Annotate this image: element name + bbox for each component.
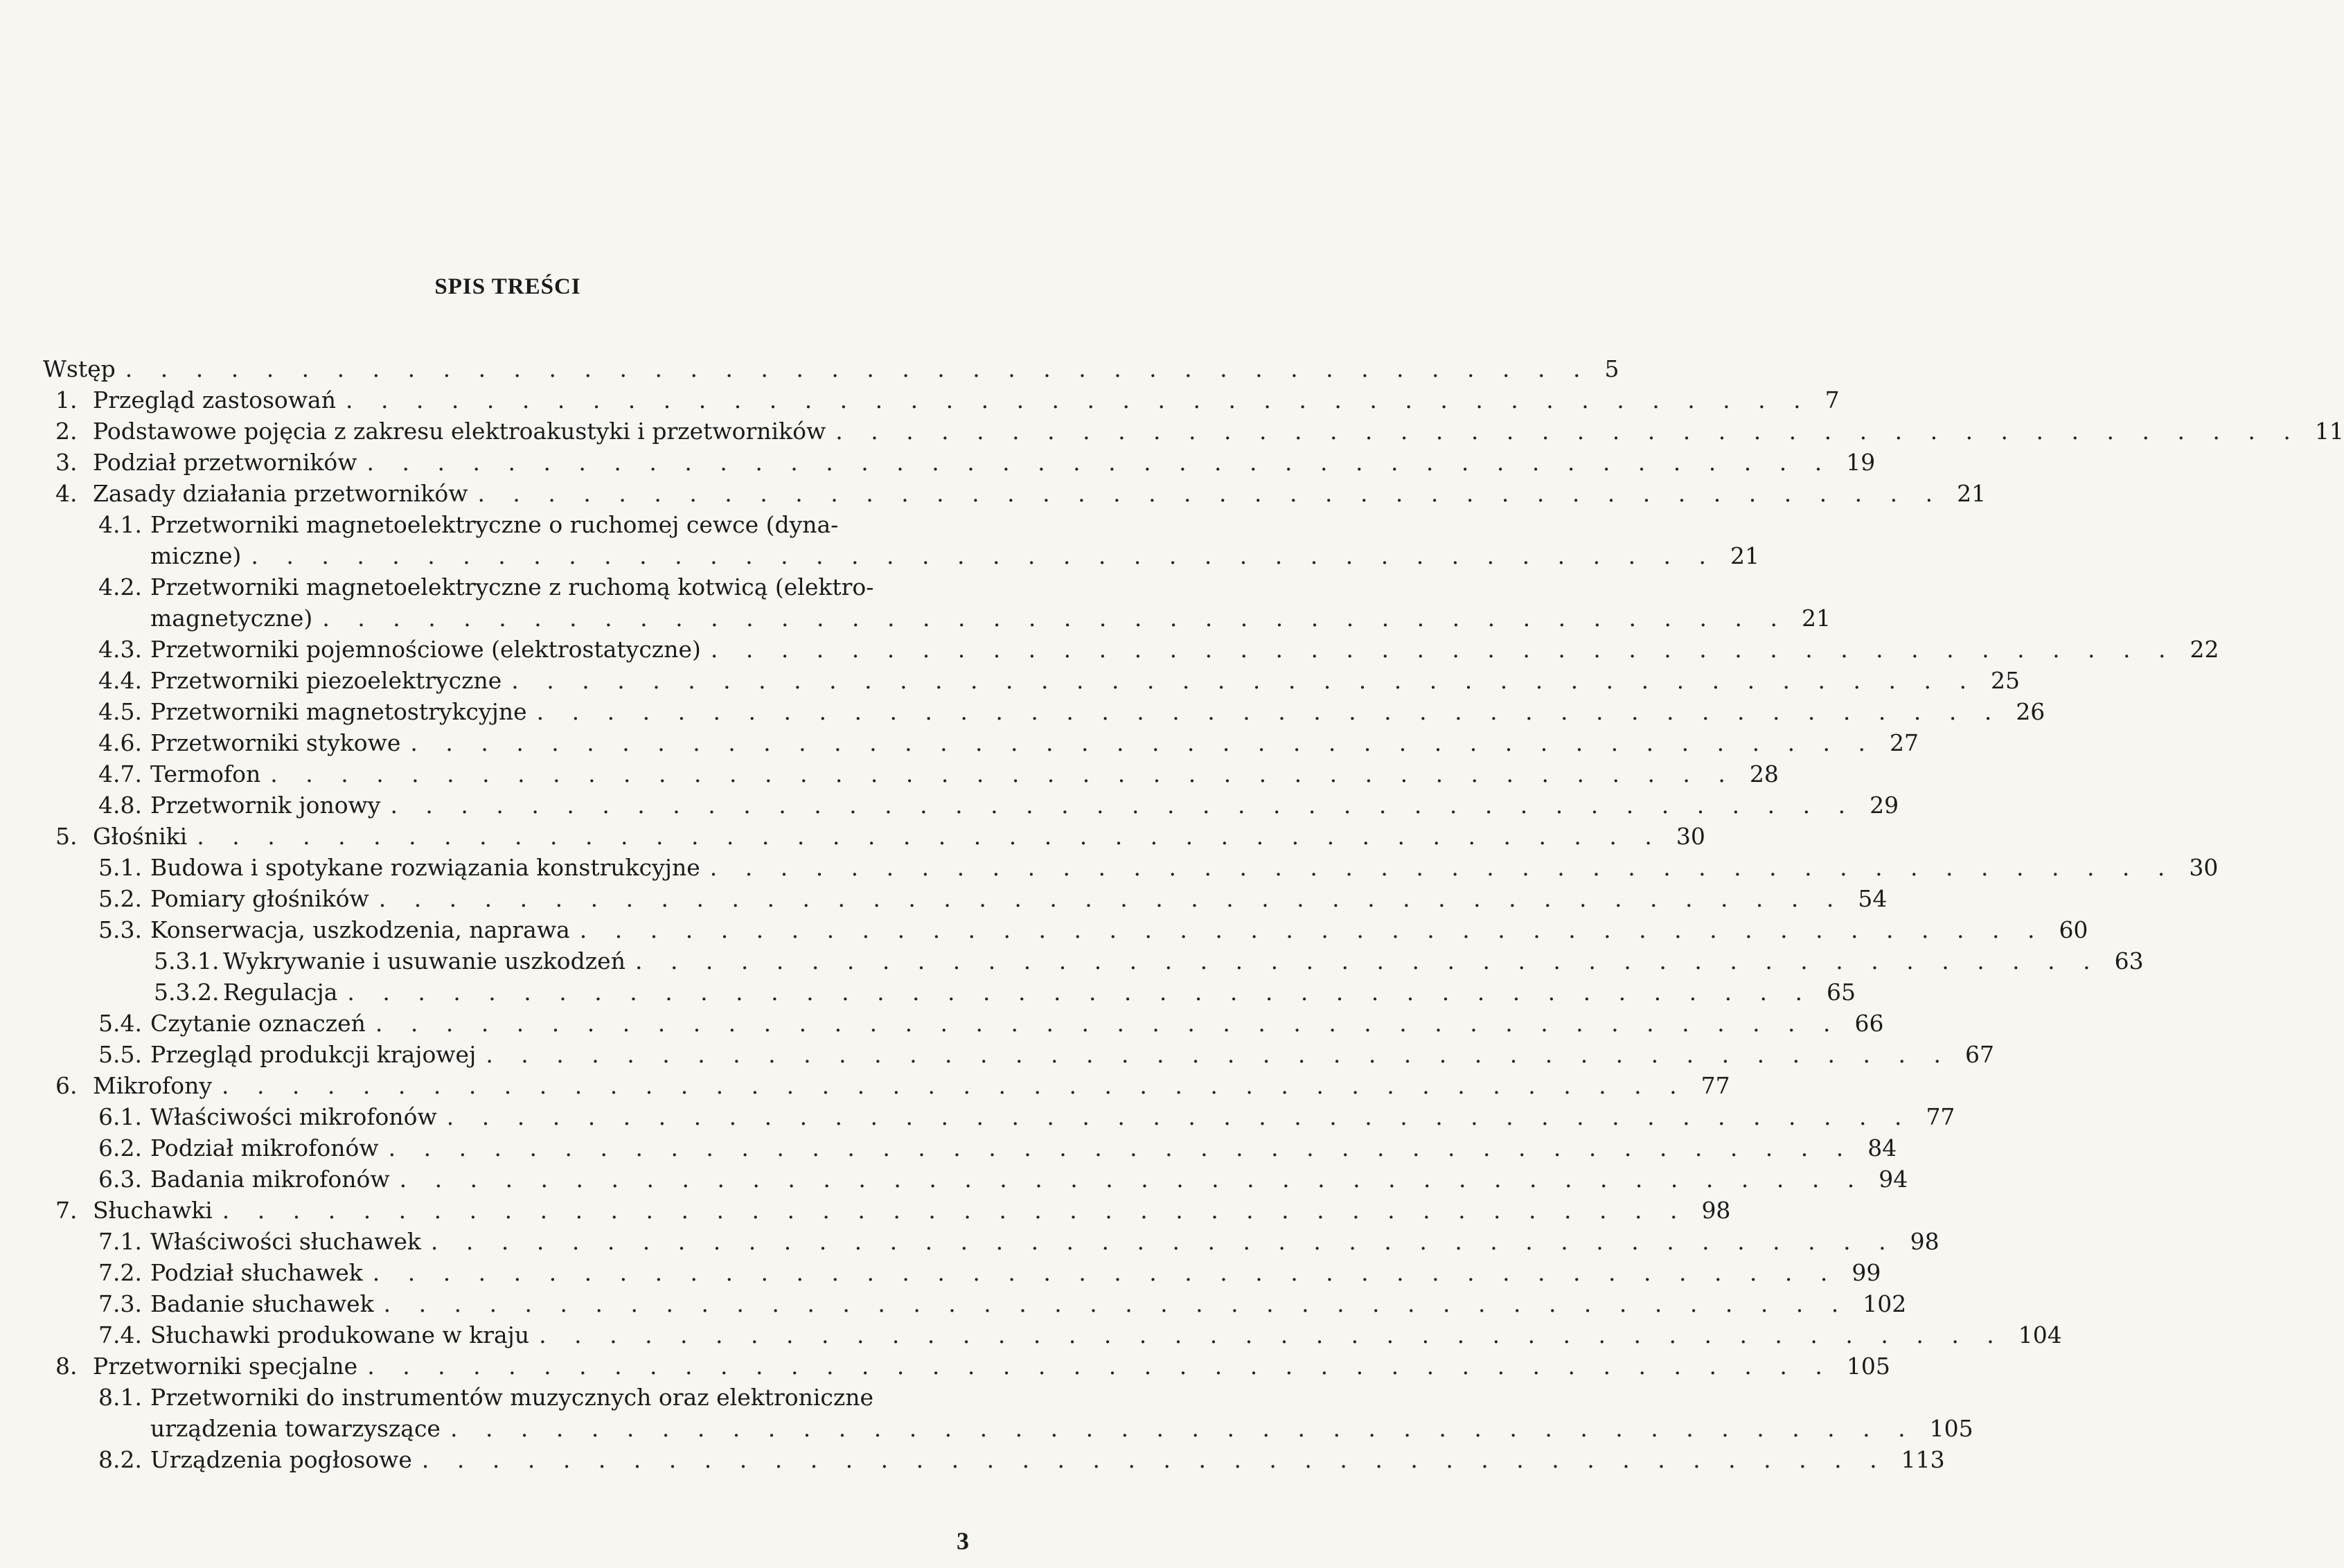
toc-entry-number: 7.3. [98, 1290, 142, 1317]
toc-entry [43, 914, 2088, 945]
toc-entry-number: 5.3.1. [154, 947, 220, 974]
dot-leader: . . . . . . . . . . . . . . . . . . . . . . . . . . . . . . . . . . . . . . . . . . [710, 636, 2176, 663]
toc-entry-page: 7 [1824, 386, 1840, 413]
toc-entry-title: Przetworniki specjalne [93, 1353, 358, 1380]
toc-entry-page: 22 [2190, 636, 2219, 663]
toc-entry-title: Przetworniki do instrumentów muzycznych oraz elektroniczne [150, 1384, 874, 1411]
toc-entry-page: 113 [1901, 1446, 1945, 1473]
toc-entry [43, 1444, 1945, 1475]
dot-leader: . . . . . . . . . . . . . . . . . . . . . . . . . . . . . . . . . . . . . . . . . . [450, 1415, 1916, 1442]
toc-entry-number: 6. [55, 1072, 78, 1099]
toc-entry [43, 478, 1987, 509]
dot-leader: . . . . . . . . . . . . . . . . . . . . . . . . . . . . . . . . . . . . . . . . . . [322, 605, 1788, 632]
dot-leader: . . . . . . . . . . . . . . . . . . . . . . . . . . . . . . . . . . . . . . . . . . [579, 916, 2045, 943]
toc-entry-title: Regulacja [223, 979, 338, 1006]
toc-entry-number: 8. [55, 1353, 78, 1380]
toc-entry-title: Podstawowe pojęcia z zakresu elektroakustyki i przetworników [93, 418, 826, 445]
toc-entry-number: 6.1. [98, 1103, 142, 1130]
toc-entry-page: 54 [1858, 885, 1888, 912]
toc-entry-page: 21 [1730, 542, 1760, 569]
dot-leader: . . . . . . . . . . . . . . . . . . . . . . . . . . . . . . . . . . . . . . . . . . [251, 542, 1717, 569]
toc-entry-number: 5.3. [98, 916, 142, 943]
toc-entry-title: Termofon [150, 760, 261, 787]
toc-entry-page: 60 [2059, 916, 2088, 943]
toc-entry-page: 104 [2018, 1321, 2062, 1348]
toc-entry-page: 27 [1890, 729, 1919, 756]
toc-entry-title: Podział słuchawek [150, 1259, 363, 1286]
dot-leader: . . . . . . . . . . . . . . . . . . . . . . . . . . . . . . . . . . . . . . . . . . [430, 1228, 1897, 1255]
toc-entry-number: 4.2. [98, 573, 142, 600]
toc-entry [43, 1008, 1884, 1039]
toc-entry-number: 8.2. [98, 1446, 142, 1473]
toc-entry-title: Właściwości słuchawek [150, 1228, 421, 1255]
toc-entry-title: Przegląd zastosowań [93, 386, 336, 413]
toc-entry-page: 65 [1827, 979, 1856, 1006]
toc-entry-title: Przetworniki magnetoelektryczne z ruchomą kotwicą (elektro- [150, 573, 874, 600]
toc-entry [43, 353, 1619, 384]
dot-leader: . . . . . . . . . . . . . . . . . . . . . . . . . . . . . . . . . . . . . . . . . . [383, 1290, 1849, 1317]
dot-leader: . . . . . . . . . . . . . . . . . . . . . . . . . . . . . . . . . . . . . . . . . . [539, 1321, 2005, 1348]
toc-entry [43, 1039, 1994, 1070]
toc-entry-title: Badania mikrofonów [150, 1166, 390, 1193]
toc-entry-title: Głośniki [93, 823, 188, 850]
toc-entry [43, 416, 2344, 447]
toc-entry-page: 77 [1701, 1072, 1730, 1099]
dot-leader: . . . . . . . . . . . . . . . . . . . . . . . . . . . . . . . . . . . . . . . . . . [709, 854, 2176, 881]
toc-entry-number: 5.4. [98, 1010, 142, 1037]
dot-leader: . . . . . . . . . . . . . . . . . . . . . . . . . . . . . . . . . . . . . . . . . . [446, 1103, 1912, 1130]
toc-entry-page: 66 [1854, 1010, 1884, 1037]
table-of-contents [43, 353, 2344, 1475]
toc-entry-number: 4.4. [98, 667, 142, 694]
toc-entry-number: 5.5. [98, 1041, 142, 1068]
toc-entry-page: 99 [1852, 1259, 1881, 1286]
toc-entry-number: 7.4. [98, 1321, 142, 1348]
dot-leader: . . . . . . . . . . . . . . . . . . . . . . . . . . . . . . . . . . . . . . . . . . [634, 947, 2101, 974]
dot-leader: . . . . . . . . . . . . . . . . . . . . . . . . . . . . . . . . . . . . . . . . . . [222, 1197, 1688, 1224]
toc-entry [43, 1319, 2062, 1351]
toc-entry-title: Czytanie oznaczeń [150, 1010, 366, 1037]
toc-entry-title: Pomiary głośników [150, 885, 369, 912]
toc-entry [43, 758, 1779, 790]
dot-leader: . . . . . . . . . . . . . . . . . . . . . . . . . . . . . . . . . . . . . . . . . . [486, 1041, 1951, 1068]
toc-entry-title: Słuchawki produkowane w kraju [150, 1321, 530, 1348]
toc-entry-title-continuation: magnetyczne) [150, 605, 313, 632]
toc-entry [43, 384, 1840, 416]
toc-entry-page: 98 [1910, 1228, 1939, 1255]
toc-entry-number: 4.8. [98, 792, 142, 819]
toc-entry [43, 821, 1705, 852]
toc-entry-page: 26 [2016, 698, 2045, 725]
dot-leader: . . . . . . . . . . . . . . . . . . . . . . . . . . . . . . . . . . . . . . . . . . [410, 729, 1876, 756]
dot-leader: . . . . . . . . . . . . . . . . . . . . . . . . . . . . . . . . . . . . . . . . . . [345, 386, 1811, 413]
toc-entry-number: 5.1. [98, 854, 142, 881]
dot-leader: . . . . . . . . . . . . . . . . . . . . . . . . . . . . . . . . . . . . . . . . . . [390, 792, 1856, 819]
dot-leader: . . . . . . . . . . . . . . . . . . . . . . . . . . . . . . . . . . . . . . . . . . [366, 449, 1833, 476]
toc-entry [43, 509, 1760, 571]
toc-entry-page: 105 [1929, 1415, 1973, 1442]
toc-entry [43, 1101, 1955, 1132]
toc-entry [43, 790, 1899, 821]
toc-entry-page: 19 [1846, 449, 1876, 476]
toc-entry-number: 7.2. [98, 1259, 142, 1286]
toc-entry-title-continuation: urządzenia towarzyszące [150, 1415, 441, 1442]
toc-entry-page: 21 [1801, 605, 1831, 632]
page-number: 3 [957, 1527, 969, 1555]
toc-entry-title: Przetworniki magnetostrykcyjne [150, 698, 527, 725]
toc-entry [43, 1195, 1731, 1226]
dot-leader: . . . . . . . . . . . . . . . . . . . . . . . . . . . . . . . . . . . . . . . . . . [270, 760, 1736, 787]
toc-entry [43, 1257, 1881, 1288]
toc-entry-page: 30 [2189, 854, 2219, 881]
toc-entry [43, 1070, 1730, 1101]
toc-entry-title: Wstęp [43, 355, 116, 382]
toc-entry-page: 25 [1990, 667, 2020, 694]
toc-entry-number: 6.3. [98, 1166, 142, 1193]
toc-entry-title-continuation: miczne) [150, 542, 242, 569]
toc-entry-number: 4.3. [98, 636, 142, 663]
toc-entry-title: Właściwości mikrofonów [150, 1103, 437, 1130]
toc-entry-number: 8.1. [98, 1384, 142, 1411]
dot-leader: . . . . . . . . . . . . . . . . . . . . . . . . . . . . . . . . . . . . . . . . . . [421, 1446, 1888, 1473]
toc-entry-number: 3. [55, 449, 78, 476]
toc-entry-number: 5.2. [98, 885, 142, 912]
page-title: SPIS TREŚCI [434, 274, 581, 299]
toc-entry [43, 1382, 1973, 1444]
toc-entry-title: Podział przetworników [93, 449, 357, 476]
toc-entry [43, 696, 2045, 727]
toc-entry-title: Urządzenia pogłosowe [150, 1446, 412, 1473]
dot-leader: . . . . . . . . . . . . . . . . . . . . . . . . . . . . . . . . . . . . . . . . . . [197, 823, 1662, 850]
toc-entry-number: 4.6. [98, 729, 142, 756]
toc-entry-page: 77 [1926, 1103, 1955, 1130]
toc-entry-title: Budowa i spotykane rozwiązania konstrukcyjne [150, 854, 700, 881]
toc-entry [43, 1164, 1908, 1195]
toc-entry [43, 447, 1876, 478]
toc-entry-number: 4.7. [98, 760, 142, 787]
toc-entry-title: Zasady działania przetworników [93, 480, 468, 507]
toc-entry [43, 883, 1888, 914]
dot-leader: . . . . . . . . . . . . . . . . . . . . . . . . . . . . . . . . . . . . . . . . . . [378, 885, 1845, 912]
toc-entry-title: Przetworniki stykowe [150, 729, 401, 756]
dot-leader: . . . . . . . . . . . . . . . . . . . . . . . . . . . . . . . . . . . . . . . . . . [388, 1134, 1854, 1161]
toc-entry [43, 1226, 1939, 1257]
toc-entry-number: 6.2. [98, 1134, 142, 1161]
toc-entry-page: 11 [2314, 418, 2344, 445]
toc-entry-page: 105 [1846, 1353, 1890, 1380]
toc-entry-title: Przetwornik jonowy [150, 792, 381, 819]
toc-entry [43, 977, 1856, 1008]
toc-entry [43, 634, 2219, 665]
toc-entry-page: 94 [1879, 1166, 1908, 1193]
toc-entry-number: 1. [55, 386, 78, 413]
toc-entry-page: 28 [1749, 760, 1779, 787]
toc-entry-page: 5 [1604, 355, 1619, 382]
toc-entry-page: 30 [1676, 823, 1705, 850]
toc-entry-number: 4. [55, 480, 78, 507]
toc-entry-title: Wykrywanie i usuwanie uszkodzeń [223, 947, 625, 974]
toc-entry-page: 102 [1863, 1290, 1907, 1317]
toc-entry-page: 29 [1870, 792, 1899, 819]
dot-leader: . . . . . . . . . . . . . . . . . . . . . . . . . . . . . . . . . . . . . . . . . . [536, 698, 2003, 725]
toc-entry-title: Mikrofony [93, 1072, 212, 1099]
toc-entry [43, 1132, 1897, 1164]
toc-entry [43, 665, 2020, 696]
toc-entry-title: Przetworniki magnetoelektryczne o ruchomej cewce (dyna- [150, 511, 839, 538]
toc-entry [43, 727, 1919, 758]
toc-entry-title: Słuchawki [93, 1197, 213, 1224]
toc-entry-number: 7.1. [98, 1228, 142, 1255]
dot-leader: . . . . . . . . . . . . . . . . . . . . . . . . . . . . . . . . . . . . . . . . . . [835, 418, 2301, 445]
dot-leader: . . . . . . . . . . . . . . . . . . . . . . . . . . . . . . . . . . . . . . . . . . [372, 1259, 1838, 1286]
dot-leader: . . . . . . . . . . . . . . . . . . . . . . . . . . . . . . . . . . . . . . . . . . [511, 667, 1977, 694]
toc-entry-page: 21 [1957, 480, 1987, 507]
toc-entry [43, 1351, 1890, 1382]
toc-entry [43, 945, 2144, 977]
dot-leader: . . . . . . . . . . . . . . . . . . . . . . . . . . . . . . . . . . . . . . . . . . [399, 1166, 1865, 1193]
dot-leader: . . . . . . . . . . . . . . . . . . . . . . . . . . . . . . . . . . . . . . . . . . [347, 979, 1813, 1006]
dot-leader: . . . . . . . . . . . . . . . . . . . . . . . . . . . . . . . . . . . . . . . . . . [125, 355, 1591, 382]
toc-entry [43, 571, 1831, 634]
toc-entry [43, 852, 2219, 883]
toc-entry-number: 4.1. [98, 511, 142, 538]
toc-entry-number: 5. [55, 823, 78, 850]
toc-entry-title: Przetworniki pojemnościowe (elektrostatyczne) [150, 636, 701, 663]
toc-entry-title: Przegląd produkcji krajowej [150, 1041, 477, 1068]
toc-entry-page: 84 [1867, 1134, 1897, 1161]
toc-entry-title: Przetworniki piezoelektryczne [150, 667, 502, 694]
toc-entry-page: 63 [2114, 947, 2144, 974]
toc-entry-title: Podział mikrofonów [150, 1134, 379, 1161]
toc-entry-title: Badanie słuchawek [150, 1290, 374, 1317]
dot-leader: . . . . . . . . . . . . . . . . . . . . . . . . . . . . . . . . . . . . . . . . . . [367, 1353, 1833, 1380]
toc-entry [43, 1288, 1907, 1319]
toc-entry-number: 4.5. [98, 698, 142, 725]
toc-entry-page: 98 [1701, 1197, 1731, 1224]
dot-leader: . . . . . . . . . . . . . . . . . . . . . . . . . . . . . . . . . . . . . . . . . . [375, 1010, 1841, 1037]
toc-entry-page: 67 [1964, 1041, 1994, 1068]
toc-entry-title: Konserwacja, uszkodzenia, naprawa [150, 916, 570, 943]
toc-entry-number: 2. [55, 418, 78, 445]
toc-entry-number: 7. [55, 1197, 78, 1224]
toc-entry-number: 5.3.2. [154, 979, 220, 1006]
dot-leader: . . . . . . . . . . . . . . . . . . . . . . . . . . . . . . . . . . . . . . . . . . [477, 480, 1944, 507]
dot-leader: . . . . . . . . . . . . . . . . . . . . . . . . . . . . . . . . . . . . . . . . . . [221, 1072, 1687, 1099]
